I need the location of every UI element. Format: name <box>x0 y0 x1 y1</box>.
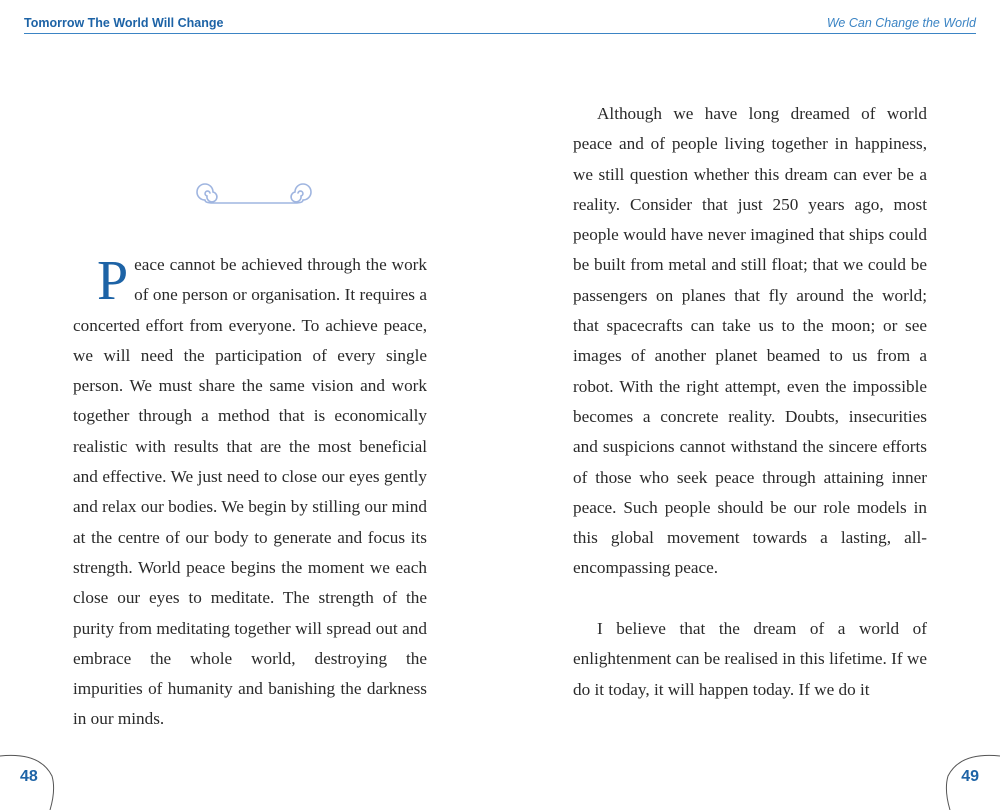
left-paragraph <box>73 250 427 735</box>
drop-cap: P <box>97 250 129 312</box>
left-paragraph-text: eace cannot be achieved through the work of one person or organisation. It requires a concerted effort from everyone. To achieve peace, we will need the participation of every single person. We must share the same vision and work together through a method that is economically realistic with results that are the most beneficial and effective. We just need to close our eyes gently and relax our bodies. We begin by stilling our mind at the centre of our body to generate and focus its strength. World peace begins the moment we each close our eyes to meditate. The strength of the purity from meditating together will spread out and embrace the whole world, destroying the impurities of humanity and banishing the darkness in our minds. <box>73 255 427 729</box>
running-header-right: We Can Change the World <box>826 16 976 30</box>
left-page-body <box>73 250 427 735</box>
header-rule <box>24 33 976 34</box>
page-number-left: 48 <box>20 768 38 785</box>
right-paragraph-1: Although we have long dreamed of world peace and of people living together in happiness, we still question whether this dream can ever be a reality. Consider that just 250 years ago, most people would have never imagined that ships could be built from metal and still float; that we could be passengers on planes that fly around the world; that spacecrafts can take us to the moon; or see images of another planet beamed to us from a robot. With the right attempt, even the impossible becomes a concrete reality. Doubts, insecurities and suspicions cannot withstand the sincere efforts of those who seek peace through attaining inner peace. Such people should be our role models in this global movement towards a lasting, all-encompassing peace. <box>573 104 927 578</box>
page-number-right: 49 <box>961 768 979 785</box>
right-page-body <box>573 99 927 705</box>
right-paragraph-2: I believe that the dream of a world of enlightenment can be realised in this lifetime. If we do it today, it will happen today. If we do it <box>573 619 927 699</box>
running-header-left: Tomorrow The World Will Change <box>24 16 224 30</box>
scroll-ornament-icon <box>193 180 315 208</box>
